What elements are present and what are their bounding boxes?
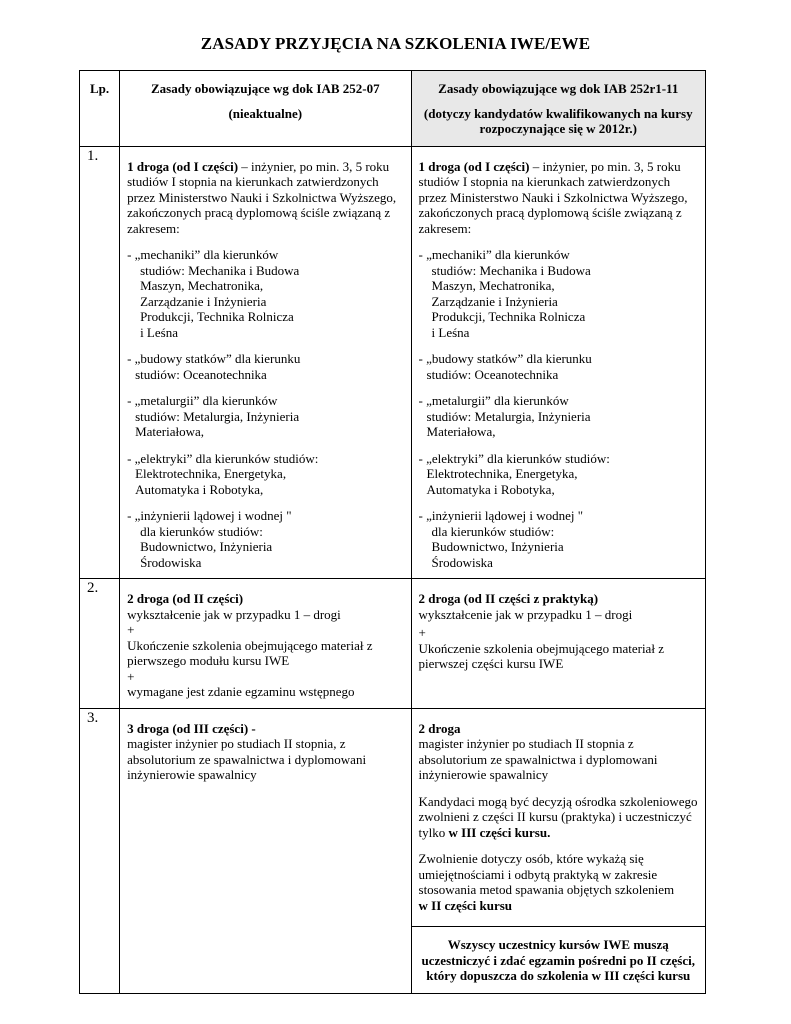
list-item-line: Produkcji, Technika Rolnicza <box>431 309 586 324</box>
plus-sign: + <box>127 622 135 637</box>
list-item-line: Budownictwo, Inżynieria <box>431 539 564 554</box>
list-item-line: studiów: Oceanotechnika <box>135 366 267 382</box>
list-item <box>419 351 699 382</box>
row3-new-rules <box>411 708 705 927</box>
list-item-line: Elektrotechnika, Energetyka, <box>426 466 578 481</box>
exam-requirement-note: Wszyscy uczestnicy kursów IWE muszą uczestniczyć i zdać egzamin pośredni po II części, który dopuszcza do szkolenia w III części kursu <box>411 927 705 994</box>
exemption-condition-bold: w II części kursu <box>418 897 513 913</box>
route-heading: 2 droga (od II części) <box>127 591 244 606</box>
table-row <box>80 579 706 709</box>
list-item-line: - „elektryki” dla kierunków studiów: <box>127 450 319 466</box>
route-heading: 3 droga (od III części) - <box>127 720 256 736</box>
route-intro: – inżynier, po min. 3, 5 roku studiów I stopnia na kierunkach zatwierdzonych przez Ministerstwo Nauki i Szkolnictwa Wyższego, zakończonych pracą dyplomową ściśle związaną z zakresem: <box>418 158 688 236</box>
list-item-line: - „budowy statków” dla kierunku <box>418 351 592 366</box>
route-heading: 1 droga (od I części) <box>418 158 530 174</box>
route-text: wymagane jest zdanie egzaminu wstępnego <box>127 684 355 699</box>
list-item-line: Zarządzanie i Inżynieria <box>140 293 267 309</box>
header-old-title: Zasady obowiązujące wg dok IAB 252-07 <box>150 81 380 96</box>
list-item <box>127 451 404 498</box>
route-text: wykształcenie jak w przypadku 1 – drogi <box>418 606 633 622</box>
list-item-line: Materiałowa, <box>426 424 496 439</box>
route-heading: 2 droga (od II części z praktyką) <box>418 591 599 606</box>
table-row <box>80 146 706 579</box>
list-item-line: Budownictwo, Inżynieria <box>140 539 273 554</box>
route-text: wykształcenie jak w przypadku 1 – drogi <box>127 606 341 622</box>
exemption-text-bold: w III części kursu. <box>448 824 551 840</box>
route-text: magister inżynier po studiach II stopnia z absolutorium ze spawalnictwa i dyplomowani inżynierowie spawalnicy <box>418 736 658 782</box>
header-old-note: (nieaktualne) <box>228 105 303 121</box>
exemption-text <box>419 794 699 841</box>
list-item-line: Elektrotechnika, Energetyka, <box>135 466 287 481</box>
list-item <box>127 351 404 382</box>
list-item-line: Zarządzanie i Inżynieria <box>431 293 558 309</box>
row-number: 3. <box>80 708 120 994</box>
list-item <box>127 393 404 440</box>
header-new-note: (dotyczy kandydatów kwalifikowanych na kursy rozpoczynające się w 2012r.) <box>423 105 693 136</box>
list-item-line: - „metalurgii” dla kierunków <box>418 393 569 408</box>
list-item-line: studiów: Mechanika i Budowa <box>431 262 591 278</box>
list-item-line: studiów: Mechanika i Budowa <box>140 262 300 278</box>
list-item-line: Maszyn, Mechatronika, <box>431 278 555 293</box>
header-lp: Lp. <box>80 71 120 147</box>
list-item-line: studiów: Oceanotechnika <box>426 366 559 382</box>
exemption-condition: Zwolnienie dotyczy osób, które wykażą się umiejętnościami i odbytą praktyką w zakresie stosowania metod spawania objętych szkoleniem <box>418 851 675 897</box>
header-new-rules <box>411 71 705 147</box>
list-item-line: dla kierunków studiów: <box>431 523 555 539</box>
route-heading: 2 droga <box>418 720 461 736</box>
list-item-line: Środowiska <box>431 554 493 570</box>
plus-sign: + <box>418 625 426 640</box>
route-text: Ukończenie szkolenia obejmującego materiał z pierwszego modułu kursu IWE <box>127 637 373 668</box>
admission-rules-table <box>79 70 706 994</box>
list-item <box>127 508 404 570</box>
list-item-line: Automatyka i Robotyka, <box>135 481 264 497</box>
row1-old-rules <box>120 146 411 579</box>
list-item-line: Środowiska <box>140 554 202 570</box>
row-number: 2. <box>80 579 120 709</box>
list-item <box>127 247 404 340</box>
list-item-line: - „mechaniki” dla kierunków <box>418 247 570 262</box>
route-text: Ukończenie szkolenia obejmującego materiał z pierwszej części kursu IWE <box>418 640 664 671</box>
row2-old-rules <box>120 579 411 709</box>
list-item-line: - „mechaniki” dla kierunków <box>127 247 279 262</box>
list-item-line: - „metalurgii” dla kierunków <box>127 393 278 408</box>
document-title: ZASADY PRZYJĘCIA NA SZKOLENIA IWE/EWE <box>200 34 591 53</box>
row2-new-rules <box>411 579 705 709</box>
list-item-line: studiów: Metalurgia, Inżynieria <box>135 408 300 424</box>
route-text: magister inżynier po studiach II stopnia, z absolutorium ze spawalnictwa i dyplomowani inżynierowie spawalnicy <box>127 736 367 782</box>
plus-sign: + <box>127 668 135 684</box>
list-item-line: Automatyka i Robotyka, <box>426 481 555 497</box>
row1-new-rules <box>411 146 705 579</box>
list-item-line: dla kierunków studiów: <box>140 523 263 539</box>
list-item <box>419 508 699 570</box>
list-item-line: i Leśna <box>140 324 178 340</box>
list-item-line: i Leśna <box>431 324 470 340</box>
exemption-text-main: Kandydaci mogą być decyzją ośrodka szkoleniowego zwolnieni z części II kursu (praktyka) i uczestniczyć tylko <box>418 793 698 840</box>
route-heading: 1 droga (od I części) <box>127 158 239 174</box>
list-item-line: Produkcji, Technika Rolnicza <box>140 309 294 324</box>
list-item-line: - „inżynierii lądowej i wodnej " <box>418 508 584 523</box>
header-old-rules <box>120 71 411 147</box>
list-item-line: - „budowy statków” dla kierunku <box>127 351 301 366</box>
list-item-line: Materiałowa, <box>135 424 205 439</box>
header-new-title: Zasady obowiązujące wg dok IAB 252r1-11 <box>438 81 679 96</box>
table-row <box>80 708 706 927</box>
list-item <box>419 451 699 498</box>
route-intro: – inżynier, po min. 3, 5 roku studiów I stopnia na kierunkach zatwierdzonych przez Ministerstwo Nauki i Szkolnictwa Wyższego, zakończonych pracą dyplomową ściśle związaną z zakresem: <box>127 158 397 236</box>
list-item-line: - „inżynierii lądowej i wodnej " <box>127 508 292 523</box>
list-item-line: - „elektryki” dla kierunków studiów: <box>418 450 610 466</box>
list-item-line: Maszyn, Mechatronika, <box>140 278 264 293</box>
list-item <box>419 393 699 440</box>
list-item-line: studiów: Metalurgia, Inżynieria <box>426 408 591 424</box>
row3-old-rules <box>120 708 411 994</box>
row-number: 1. <box>80 146 120 579</box>
table-header-row <box>80 71 706 147</box>
list-item <box>419 247 699 340</box>
